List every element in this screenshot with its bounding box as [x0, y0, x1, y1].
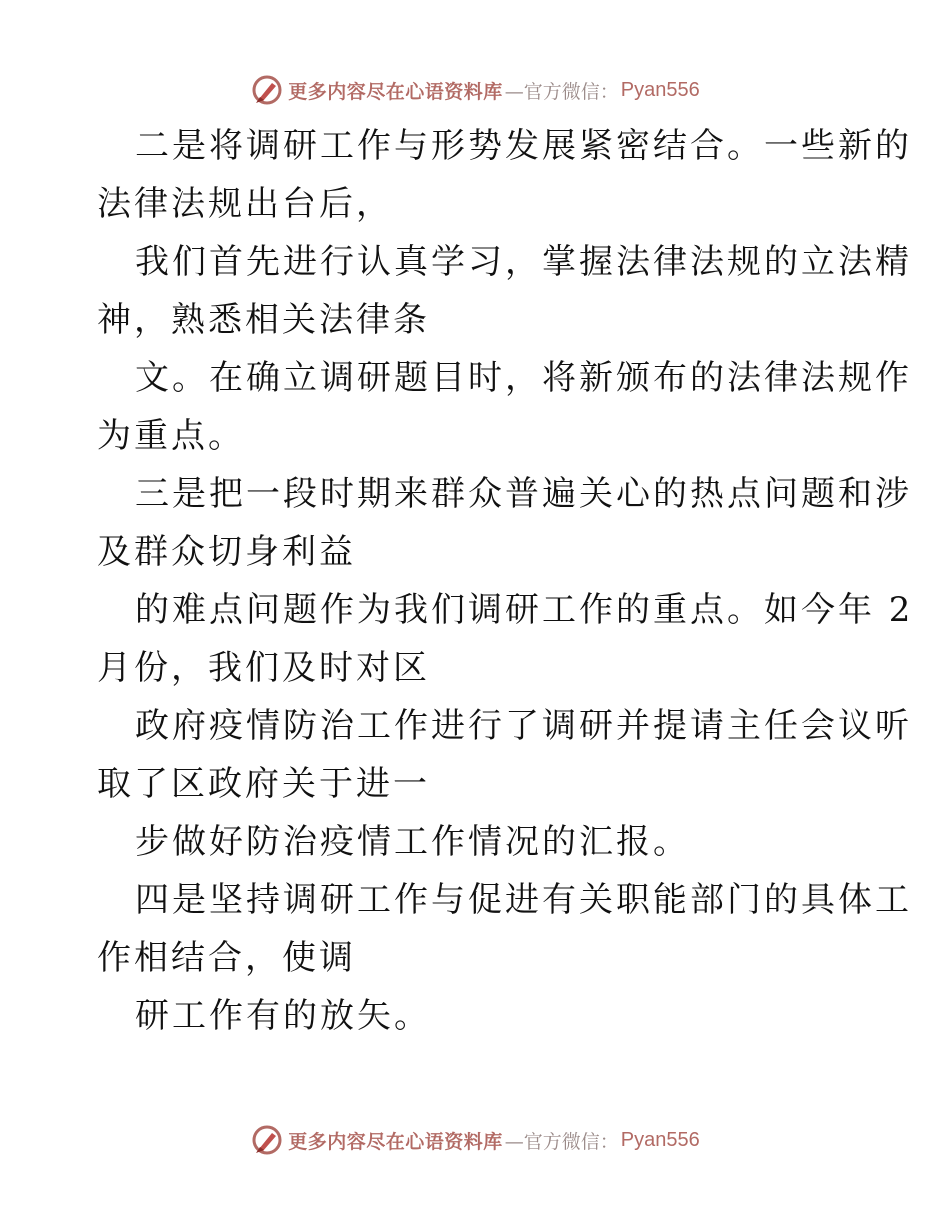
watermark-label: —官方微信： [504, 1130, 619, 1153]
body-line: 我们首先进行认真学习，掌握法律法规的立法精 [135, 242, 912, 282]
body-line: 法律法规出台后， [97, 184, 393, 224]
body-line: 研工作有的放矢。 [135, 996, 431, 1036]
body-line: 二是将调研工作与形势发展紧密结合。一些新的 [135, 126, 912, 166]
watermark-title: 更多内容尽在心语资料库 [288, 80, 503, 103]
header-watermark [0, 70, 950, 110]
body-line: 步做好防治疫情工作情况的汇报。 [135, 822, 690, 862]
body-line: 政府疫情防治工作进行了调研并提请主任会议听 [135, 706, 912, 746]
body-line: 神，熟悉相关法律条 [97, 300, 430, 340]
watermark-account: Pyan556 [620, 78, 700, 101]
footer-watermark [0, 1120, 950, 1160]
body-line: 文。在确立调研题目时，将新颁布的法律法规作 [135, 358, 912, 398]
body-line: 四是坚持调研工作与促进有关职能部门的具体工 [135, 880, 912, 920]
body-line: 作相结合，使调 [97, 938, 356, 978]
body-line: 及群众切身利益 [97, 532, 356, 572]
body-line: 为重点。 [97, 416, 245, 456]
watermark-label: —官方微信： [504, 80, 619, 103]
watermark-title: 更多内容尽在心语资料库 [288, 1130, 503, 1153]
body-line: 三是把一段时期来群众普遍关心的热点问题和涉 [135, 474, 912, 514]
document-body [97, 117, 914, 1045]
watermark-account: Pyan556 [620, 1128, 700, 1151]
body-line: 月份，我们及时对区 [97, 648, 430, 688]
body-line: 的难点问题作为我们调研工作的重点。如今年 2 [135, 590, 914, 630]
body-line: 取了区政府关于进一 [97, 764, 430, 804]
pen-logo-icon [250, 73, 284, 107]
pen-logo-icon [250, 1123, 284, 1157]
